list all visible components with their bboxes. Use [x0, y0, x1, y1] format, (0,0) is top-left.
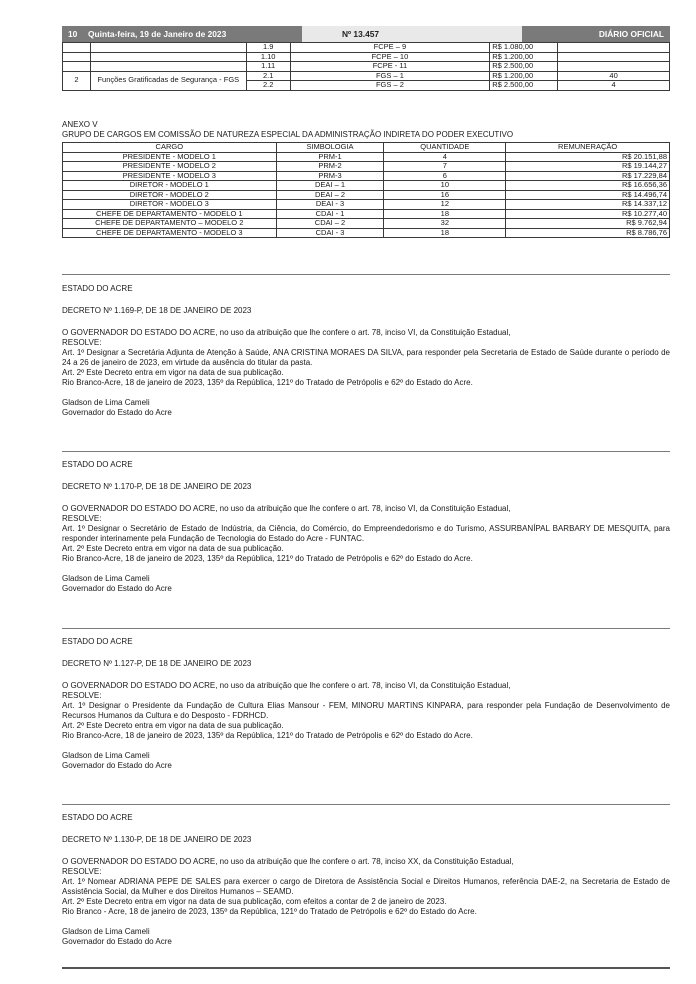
- annex-title: ANEXO V: [62, 120, 98, 129]
- decree-preamble: O GOVERNADOR DO ESTADO DO ACRE, no uso da atribuição que lhe confere o art. 78, inciso VI, da Constituição Estadual,: [62, 504, 511, 513]
- quantity-cell: 16: [384, 190, 506, 200]
- page-end-rule: [62, 967, 670, 969]
- decree-block: [62, 813, 670, 947]
- role-cell: CHEFE DE DEPARTAMENTO - MODELO 1: [63, 209, 277, 219]
- symbol-cell: FCPE – 10: [290, 52, 490, 62]
- symbol-cell: CDAI - 3: [276, 228, 384, 238]
- salary-cell: R$ 17.229,84: [506, 171, 670, 181]
- annex-subtitle: GRUPO DE CARGOS EM COMISSÃO DE NATUREZA ESPECIAL DA ADMINISTRAÇÃO INDIRETA DO PODER EXECUTIVO: [62, 130, 514, 139]
- signer-name: Gladson de Lima Cameli: [62, 574, 150, 583]
- issue-date: Quinta-feira, 19 de Janeiro de 2023: [88, 29, 227, 39]
- salary-cell: R$ 14.337,12: [506, 200, 670, 210]
- symbol-cell: CDAI – 2: [276, 219, 384, 229]
- section-divider: [62, 628, 670, 629]
- symbol-cell: FGS – 1: [290, 71, 490, 81]
- decree-preamble: O GOVERNADOR DO ESTADO DO ACRE, no uso da atribuição que lhe confere o art. 78, inciso VI, da Constituição Estadual,: [62, 681, 511, 690]
- qty-cell: 4: [558, 81, 670, 91]
- decree-article-2: Art. 2º Este Decreto entra em vigor na data de sua publicação.: [62, 721, 284, 730]
- decree-place-date: Rio Branco-Acre, 18 de janeiro de 2023, 135º da República, 121º do Tratado de Petrópolis e 62º do Estado do Acre.: [62, 554, 473, 563]
- table-row: [63, 43, 670, 53]
- decree-block: [62, 284, 670, 418]
- value-cell: R$ 2.500,00: [490, 81, 558, 91]
- symbol-cell: DEAI – 2: [276, 190, 384, 200]
- salary-cell: R$ 16.656,36: [506, 181, 670, 191]
- signer-name: Gladson de Lima Cameli: [62, 927, 150, 936]
- newspaper-page: [62, 26, 670, 946]
- symbol-cell: PRM-1: [276, 152, 384, 162]
- salary-cell: R$ 8.786,76: [506, 228, 670, 238]
- signer-role: Governador do Estado do Acre: [62, 584, 172, 593]
- publication-title: DIÁRIO OFICIAL: [598, 29, 664, 39]
- section-divider: [62, 451, 670, 452]
- role-cell: CHEFE DE DEPARTAMENTO – MODELO 2: [63, 219, 277, 229]
- level-cell: 1.9: [246, 43, 290, 53]
- salary-cell: R$ 19.144,27: [506, 162, 670, 172]
- decree-resolve: RESOLVE:: [62, 514, 102, 523]
- role-cell: PRESIDENTE - MODELO 3: [63, 171, 277, 181]
- role-cell: DIRETOR - MODELO 1: [63, 181, 277, 191]
- decree-article-2: Art. 2º Este Decreto entra em vigor na data de sua publicação.: [62, 368, 284, 377]
- quantity-cell: 18: [384, 209, 506, 219]
- role-cell: DIRETOR - MODELO 3: [63, 200, 277, 210]
- table-row: [63, 71, 670, 81]
- quantity-cell: 6: [384, 171, 506, 181]
- signer-role: Governador do Estado do Acre: [62, 937, 172, 946]
- decree-resolve: RESOLVE:: [62, 691, 102, 700]
- quantity-cell: 12: [384, 200, 506, 210]
- group-name: Funções Gratificadas de Segurança - FGS: [90, 71, 246, 90]
- table-header-row: [63, 143, 670, 153]
- level-cell: 2.2: [246, 81, 290, 91]
- section-divider: [62, 804, 670, 805]
- level-cell: 2.1: [246, 71, 290, 81]
- decree-block: [62, 637, 670, 771]
- decree-resolve: RESOLVE:: [62, 338, 102, 347]
- page-number: 10: [68, 29, 78, 39]
- value-cell: R$ 1.200,00: [490, 71, 558, 81]
- salary-cell: R$ 10.277,40: [506, 209, 670, 219]
- signer-name: Gladson de Lima Cameli: [62, 398, 150, 407]
- decree-article-1: Art. 1º Designar a Secretária Adjunta de Atenção à Saúde, ANA CRISTINA MORAES DA SILVA, para responder pela Secretaria de Estado de Saúde durante o período de 24 a 26 de janeiro de 2023, em virtude da ausência do titular da pasta.: [62, 348, 670, 367]
- decree-title: DECRETO Nº 1.169-P, DE 18 DE JANEIRO DE 2023: [62, 306, 252, 315]
- decree-preamble: O GOVERNADOR DO ESTADO DO ACRE, no uso da atribuição que lhe confere o art. 78, inciso VI, da Constituição Estadual,: [62, 328, 511, 337]
- decree-title: DECRETO Nº 1.127-P, DE 18 DE JANEIRO DE 2023: [62, 659, 252, 668]
- quantity-cell: 4: [384, 152, 506, 162]
- signer-name: Gladson de Lima Cameli: [62, 751, 150, 760]
- value-cell: R$ 1.080,00: [490, 43, 558, 53]
- symbol-cell: PRM-2: [276, 162, 384, 172]
- symbol-cell: FCPE – 9: [290, 43, 490, 53]
- signer-role: Governador do Estado do Acre: [62, 761, 172, 770]
- role-cell: CHEFE DE DEPARTAMENTO - MODELO 3: [63, 228, 277, 238]
- state-heading: ESTADO DO ACRE: [62, 460, 133, 469]
- salary-cell: R$ 20.151,88: [506, 152, 670, 162]
- signer-role: Governador do Estado do Acre: [62, 408, 172, 417]
- table-row: [63, 162, 670, 172]
- role-cell: PRESIDENTE - MODELO 2: [63, 162, 277, 172]
- decree-article-2: Art. 2º Este Decreto entra em vigor na data de sua publicação, com efeitos a contar de 2 de janeiro de 2023.: [62, 897, 447, 906]
- decree-place-date: Rio Branco - Acre, 18 de janeiro de 2023, 135º da República, 121º do Tratado de Petrópolis e 62º do Estado do Acre.: [62, 907, 477, 916]
- salary-cell: R$ 9.762,94: [506, 219, 670, 229]
- column-header: CARGO: [63, 143, 277, 153]
- table-row: [63, 228, 670, 238]
- section-divider: [62, 274, 670, 275]
- quantity-cell: 10: [384, 181, 506, 191]
- page-header: [62, 26, 670, 42]
- table-row: [63, 181, 670, 191]
- decree-article-1: Art. 1º Nomear ADRIANA PEPE DE SALES para exercer o cargo de Diretora de Assistência Social e Direitos Humanos, referência DAE-2, na Secretaria de Estado de Assistência Social, da Mulher e dos Direitos Humanos – SEAMD.: [62, 877, 670, 896]
- decree-title: DECRETO Nº 1.170-P, DE 18 DE JANEIRO DE 2023: [62, 482, 252, 491]
- decree-article-1: Art. 1º Designar o Secretário de Estado de Indústria, da Ciência, do Comércio, do Empreendedorismo e do Turismo, ASSURBANÍPAL BARBARY DE MESQUITA, para responder interinamente pela Fundação de Tecnologia do Estado do Acre - FUNTAC.: [62, 524, 670, 543]
- table-row: [63, 219, 670, 229]
- group-number: 2: [63, 71, 91, 90]
- quantity-cell: 7: [384, 162, 506, 172]
- value-cell: R$ 2.500,00: [490, 62, 558, 72]
- symbol-cell: DEAI - 3: [276, 200, 384, 210]
- role-cell: PRESIDENTE - MODELO 1: [63, 152, 277, 162]
- decree-place-date: Rio Branco-Acre, 18 de janeiro de 2023, 135º da República, 121º do Tratado de Petrópolis e 62º do Estado do Acre.: [62, 378, 473, 387]
- state-heading: ESTADO DO ACRE: [62, 637, 133, 646]
- gratification-table: [62, 42, 670, 91]
- annex-table: [62, 142, 670, 238]
- column-header: QUANTIDADE: [384, 143, 506, 153]
- table-row: [63, 52, 670, 62]
- qty-cell: 40: [558, 71, 670, 81]
- level-cell: 1.11: [246, 62, 290, 72]
- symbol-cell: CDAI - 1: [276, 209, 384, 219]
- symbol-cell: DEAI – 1: [276, 181, 384, 191]
- edition-number: Nº 13.457: [342, 29, 380, 39]
- level-cell: 1.10: [246, 52, 290, 62]
- state-heading: ESTADO DO ACRE: [62, 284, 133, 293]
- decree-article-1: Art. 1º Designar o Presidente da Fundação de Cultura Elias Mansour - FEM, MINORU MARTINS KINPARA, para responder pela Fundação de Desenvolvimento de Recursos Humanos da Cultura e do Desposto - FDRHCD.: [62, 701, 670, 720]
- decree-article-2: Art. 2º Este Decreto entra em vigor na data de sua publicação.: [62, 544, 284, 553]
- quantity-cell: 18: [384, 228, 506, 238]
- salary-cell: R$ 14.496,74: [506, 190, 670, 200]
- symbol-cell: FCPE - 11: [290, 62, 490, 72]
- symbol-cell: PRM-3: [276, 171, 384, 181]
- column-header: SIMBOLOGIA: [276, 143, 384, 153]
- column-header: REMUNERAÇÃO: [506, 143, 670, 153]
- role-cell: DIRETOR - MODELO 2: [63, 190, 277, 200]
- decree-place-date: Rio Branco-Acre, 18 de janeiro de 2023, 135º da República, 121º do Tratado de Petrópolis e 62º do Estado do Acre.: [62, 731, 473, 740]
- decree-resolve: RESOLVE:: [62, 867, 102, 876]
- table-row: [63, 62, 670, 72]
- value-cell: R$ 1.200,00: [490, 52, 558, 62]
- decree-preamble: O GOVERNADOR DO ESTADO DO ACRE, no uso da atribuição que lhe confere o art. 78, inciso XX, da Constituição Estadual,: [62, 857, 514, 866]
- symbol-cell: FGS – 2: [290, 81, 490, 91]
- state-heading: ESTADO DO ACRE: [62, 813, 133, 822]
- table-row: [63, 200, 670, 210]
- decree-title: DECRETO Nº 1.130-P, DE 18 DE JANEIRO DE 2023: [62, 835, 252, 844]
- decree-block: [62, 460, 670, 594]
- quantity-cell: 32: [384, 219, 506, 229]
